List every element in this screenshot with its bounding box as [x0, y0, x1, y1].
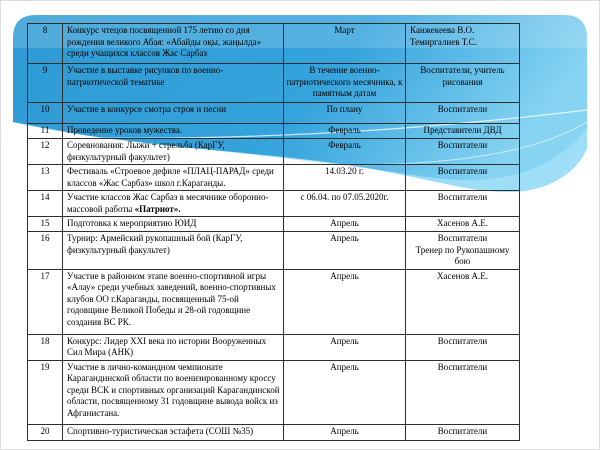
date-cell: [284, 217, 406, 232]
activity-cell: [63, 217, 284, 232]
activity-text: Участие в лично-командном чемпионате Карагандинской области по военизированному кроссу среди ВСК и спортивных организаций Карагандинской области, посвященному 31 годовщине вывода войск из Афганистана.: [67, 361, 280, 418]
table-row: [28, 191, 520, 217]
activity-cell: [63, 139, 284, 165]
table-row: [28, 217, 520, 232]
row-number: 14: [40, 192, 50, 202]
responsible-line: Воспитатели: [437, 361, 488, 372]
date-text: Апрель: [330, 335, 359, 346]
date-text: Февраль: [328, 140, 361, 150]
activity-text: Подготовка к мероприятию ЮИД: [67, 218, 197, 228]
date-text: Апрель: [330, 233, 359, 243]
row-number-cell: [28, 217, 63, 232]
row-number: 16: [40, 233, 50, 243]
row-number: 17: [40, 270, 50, 281]
responsible-cell: [406, 124, 520, 139]
table-row: [28, 124, 520, 139]
row-number: 20: [40, 425, 50, 436]
activity-text: Участие классов Жас Сарбаз в месячнике оборонно-массовой работы: [67, 192, 269, 214]
activity-text: Проведение уроков мужества.: [67, 125, 183, 135]
date-cell: [284, 165, 406, 191]
row-number: 13: [40, 166, 50, 176]
activity-cell: [63, 124, 284, 139]
activity-cell: [63, 191, 284, 217]
date-text: По плану: [326, 104, 363, 114]
activity-cell: [63, 64, 284, 103]
date-text: Март: [334, 25, 355, 35]
row-number-cell: [28, 139, 63, 165]
date-text: Апрель: [330, 218, 359, 228]
activity-text: Спортивно-туристическая эстафета (СОШ №35): [67, 425, 254, 436]
date-cell: [284, 334, 406, 360]
activity-text: Конкурс чтецов посвященной 175 летию со дня рождения великого Абая: «Абайды оқы, жаңылда» среди учащихся классов Жас Сарбаз: [67, 25, 262, 58]
responsible-cell: [406, 232, 520, 270]
activity-cell: [63, 103, 284, 124]
date-text: Февраль: [328, 125, 361, 135]
date-cell: [284, 269, 406, 334]
responsible-line: Канжекеева В.О.: [410, 25, 475, 35]
row-number: 15: [40, 218, 50, 228]
date-text: Апрель: [330, 425, 359, 436]
row-number: 9: [42, 65, 48, 75]
activity-cell: [63, 232, 284, 270]
row-number-cell: [28, 165, 63, 191]
date-cell: [284, 360, 406, 424]
activity-cell: [63, 334, 284, 360]
responsible-line: Хасенов А.Е.: [437, 270, 488, 281]
responsible-line: Хасенов А.Е.: [437, 218, 488, 228]
table-row: [28, 232, 520, 270]
responsible-line: Воспитатели: [437, 140, 488, 150]
responsible-line: Воспитатели: [437, 192, 488, 202]
row-number: 12: [40, 140, 50, 150]
responsible-cell: [406, 103, 520, 124]
date-cell: [284, 124, 406, 139]
responsible-line: Темиргалиев Т.С.: [410, 36, 477, 47]
date-text: В течение военно-патриотического месячника, к памятным датам: [286, 65, 403, 98]
table-row: [28, 139, 520, 165]
activity-cell: [63, 424, 284, 440]
table-row: [28, 103, 520, 124]
responsible-cell: [406, 64, 520, 103]
table-row: [28, 424, 520, 440]
date-cell: [284, 64, 406, 103]
activity-text: Конкурс: Лидер XXI века по истории Вооруженных Сил Мира (АНК): [67, 335, 267, 357]
row-number-cell: [28, 360, 63, 424]
table-row: [28, 64, 520, 103]
date-text: с 06.04. по 07.05.2020г.: [300, 192, 389, 202]
row-number-cell: [28, 24, 63, 64]
activity-cell: [63, 360, 284, 424]
activity-text: Соревнования: Лыжи + стрельба (КарГУ, физкультурный факультет): [67, 140, 225, 162]
date-text: Апрель: [330, 361, 359, 372]
responsible-cell: [406, 360, 520, 424]
row-number-cell: [28, 191, 63, 217]
responsible-line: Воспитатели: [437, 425, 488, 436]
responsible-cell: [406, 334, 520, 360]
table-row: [28, 334, 520, 360]
activity-text: Участие в районном этапе военно-спортивной игры «Алау» среди учебных заведений, военно-спортивных клубов ОО г.Караганды, посвященный 75-ой годовщине Великой Победы и 28-ой годовщине создания ВС РК.: [67, 270, 276, 327]
responsible-cell: [406, 139, 520, 165]
responsible-line: Тренер по Рукопашному бою: [415, 244, 510, 266]
responsible-line: Воспитатели, учитель рисования: [420, 65, 505, 87]
row-number-cell: [28, 424, 63, 440]
row-number-cell: [28, 269, 63, 334]
responsible-cell: [406, 24, 520, 64]
row-number: 8: [42, 25, 48, 35]
activity-text-bold: «Патриот».: [134, 203, 181, 214]
responsible-line: Воспитатели: [437, 335, 488, 346]
row-number-cell: [28, 232, 63, 270]
responsible-cell: [406, 424, 520, 440]
row-number-cell: [28, 64, 63, 103]
row-number-cell: [28, 103, 63, 124]
date-cell: [284, 24, 406, 64]
row-number-cell: [28, 334, 63, 360]
date-cell: [284, 191, 406, 217]
table-row: [28, 269, 520, 334]
activity-cell: [63, 269, 284, 334]
responsible-cell: [406, 191, 520, 217]
date-text: Апрель: [330, 270, 359, 281]
activity-plan-table: [27, 23, 520, 441]
responsible-line: Представители ДВД: [423, 125, 502, 135]
activity-text: Фестиваль «Строевое дефиле «ПЛАЦ-ПАРАД» среди классов «Жас Сарбаз» школ г.Караганды.: [67, 166, 274, 188]
responsible-cell: [406, 165, 520, 191]
table-row: [28, 165, 520, 191]
responsible-line: Воспитатели: [437, 104, 488, 114]
row-number: 11: [40, 125, 50, 135]
activity-text: Участие в конкурсе смотра строя и песни: [67, 104, 227, 114]
table-row: [28, 360, 520, 424]
date-cell: [284, 424, 406, 440]
date-cell: [284, 139, 406, 165]
responsible-line: Воспитатели: [437, 233, 488, 243]
activity-text: Участие в выставке рисунков по военно-патриотической тематике: [67, 65, 224, 87]
activity-cell: [63, 24, 284, 64]
activity-cell: [63, 165, 284, 191]
table-row: [28, 24, 520, 64]
responsible-cell: [406, 217, 520, 232]
row-number: 10: [40, 104, 50, 114]
activity-text: Турнир: Армейский рукопашный бой (КарГУ, физкультурный факультет): [67, 233, 243, 255]
date-cell: [284, 232, 406, 270]
date-cell: [284, 103, 406, 124]
row-number: 19: [40, 361, 50, 372]
responsible-cell: [406, 269, 520, 334]
date-text: 14.03.20 г.: [325, 166, 364, 176]
row-number: 18: [40, 335, 50, 346]
responsible-line: Воспитатели: [437, 166, 488, 176]
row-number-cell: [28, 124, 63, 139]
table-body: [28, 24, 520, 441]
